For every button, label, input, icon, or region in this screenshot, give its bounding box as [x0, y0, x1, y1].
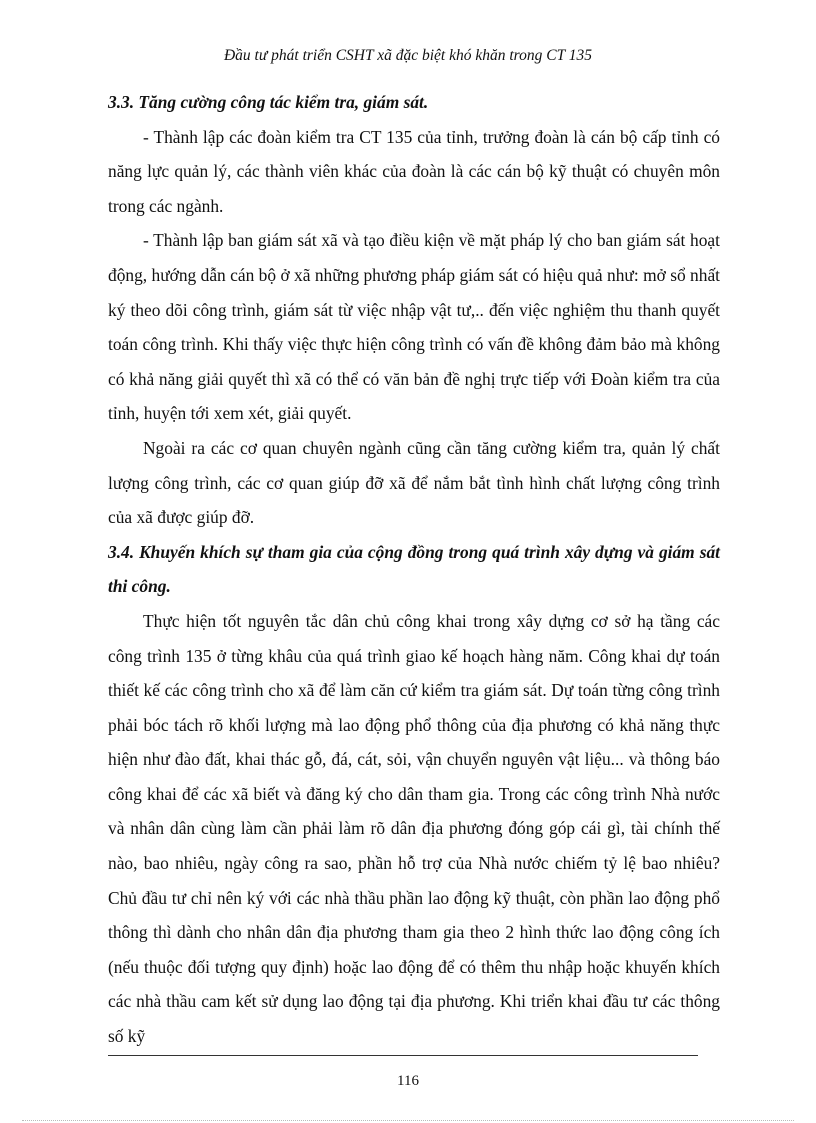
page-edge-divider: [22, 1120, 794, 1121]
page-number: 116: [397, 1073, 419, 1089]
paragraph: - Thành lập các đoàn kiểm tra CT 135 của tỉnh, trưởng đoàn là cán bộ cấp tỉnh có năng lực quản lý, các thành viên khác của đoàn là các cán bộ kỹ thuật có chuyên môn trong các ngành.: [108, 126, 720, 216]
paragraph: Thực hiện tốt nguyên tắc dân chủ công khai trong xây dựng cơ sở hạ tầng các công trình 135 ở từng khâu của quá trình giao kế hoạch hàng năm. Công khai dự toán thiết kế các công trình cho xã để làm căn cứ kiểm tra giám sát. Dự toán từng công trình phải bóc tách rõ khối lượng mà lao động phổ thông của địa phương có khả năng thực hiện như đào đất, khai thác gỗ, đá, cát, sỏi, vận chuyển nguyên vật liệu... và thông báo công khai để các xã biết và đăng ký cho dân tham gia. Trong các công trình Nhà nước và nhân dân cùng làm cần phải làm rõ dân địa phương đóng góp cái gì, tài chính thế nào, bao nhiêu, ngày công ra sao, phần hỗ trợ của Nhà nước chiếm tỷ lệ bao nhiêu? Chủ đầu tư chỉ nên ký với các nhà thầu phần lao động kỹ thuật, còn phần lao động phổ thông thì dành cho nhân dân địa phương tham gia theo 2 hình thức lao động công ích (nếu thuộc đối tượng quy định) hoặc lao động để có thêm thu nhập hoặc khuyến khích các nhà thầu cam kết sử dụng lao động tại địa phương. Khi triển khai đầu tư các thông số kỹ: [108, 610, 720, 1047]
paragraph: - Thành lập ban giám sát xã và tạo điều kiện về mặt pháp lý cho ban giám sát hoạt động, hướng dẫn cán bộ ở xã những phương pháp giám sát có hiệu quả như: mở sổ nhất ký theo dõi công trình, giám sát từ việc nhập vật tư,.. đến việc nghiệm thu thanh quyết toán công trình. Khi thấy việc thực hiện công trình có vấn đề không đảm bảo mà không có khả năng giải quyết thì xã có thể có văn bản đề nghị trực tiếp với Đoàn kiểm tra của tỉnh, huyện tới xem xét, giải quyết.: [108, 230, 720, 424]
running-header: Đầu tư phát triển CSHT xã đặc biệt khó khăn trong CT 135: [223, 47, 593, 64]
section-heading-3-4: 3.4. Khuyến khích sự tham gia của cộng đồng trong quá trình xây dựng và giám sát thi công.: [108, 541, 720, 597]
paragraph: Ngoài ra các cơ quan chuyên ngành cũng cần tăng cường kiểm tra, quản lý chất lượng công trình, các cơ quan giúp đỡ xã để nắm bắt tình hình chất lượng công trình của xã được giúp đỡ.: [108, 437, 720, 528]
footer-divider: [108, 1055, 698, 1056]
section-heading-3-3: 3.3. Tăng cường công tác kiểm tra, giám sát.: [108, 92, 429, 112]
page-body: [108, 85, 720, 1054]
